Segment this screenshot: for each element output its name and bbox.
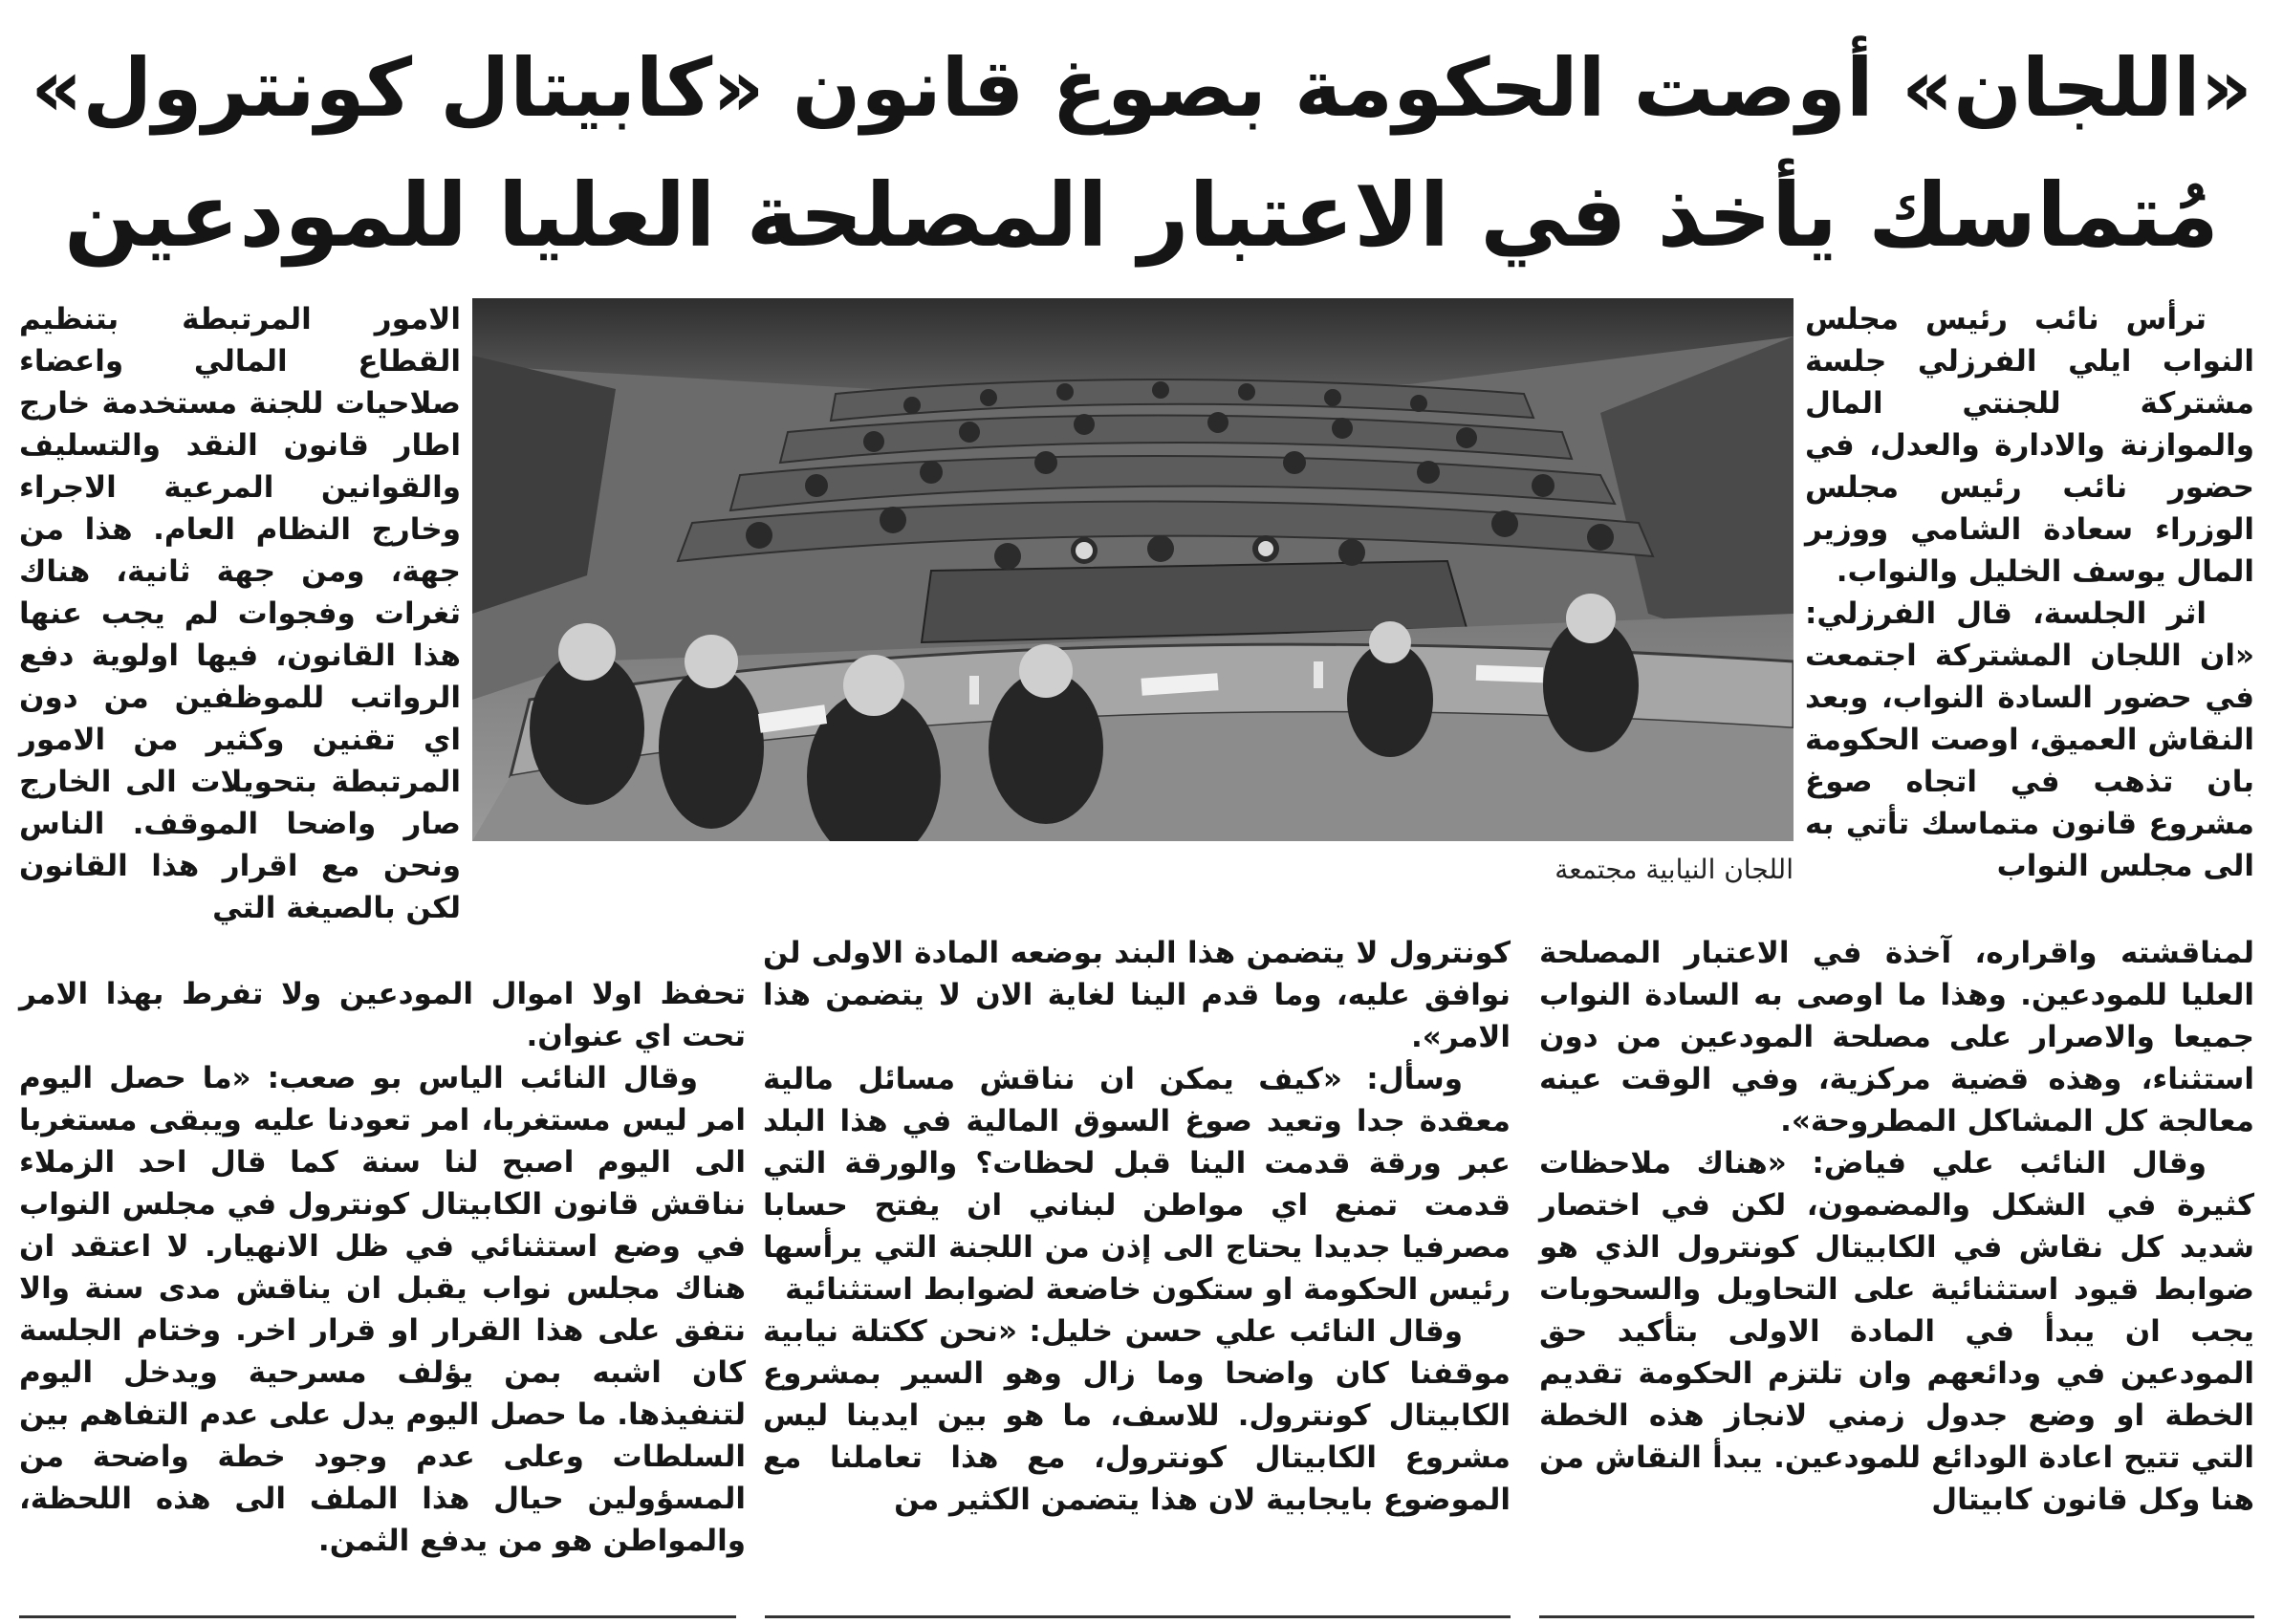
paragraph: اثر الجلسة، قال الفرزلي: «ان اللجان المشتركة اجتمعت في حضور السادة النواب، وبعد النقاش العميق، اوصت الحكومة بان تذهب في اتجاه صوغ مشروع قانون متماسك تأتي به الى مجلس النواب: [1805, 596, 2254, 883]
parliament-hall-image: [472, 298, 1794, 841]
paragraph: كونترول لا يتضمن هذا البند بوضعه المادة الاولى لن نوافق عليه، وما قدم الينا لغاية الان لا يتضمن هذا الامر».: [763, 936, 1511, 1054]
headline-line-2: مُتماسك يأخذ في الاعتبار المصلحة العليا للمودعين: [64, 164, 2219, 267]
bottom-divider-middle: [765, 1615, 1511, 1618]
paragraph: وقال النائب الياس بو صعب: «ما حصل اليوم امر ليس مستغربا، امر تعودنا عليه ويبقى مستغربا الى اليوم اصبح لنا سنة كما قال احد الزملاء نناقش قانون الكابيتال كونترول في مجلس النواب في وضع استثنائي في ظل الانهيار. لا اعتقد ان هناك مجلس نواب يقبل ان يناقش مدى سنة والا نتفق على هذا القرار او قرار اخر. وختام الجلسة كان اشبه بمن يؤلف مسرحية ويدخل اليوم لتنفيذها. ما حصل اليوم يدل على عدم التفاهم بين السلطات وعلى عدم وجود خطة واضحة من المسؤولين حيال هذا الملف الى هذه اللحظة، والمواطن هو من يدفع الثمن.: [19, 1061, 746, 1558]
bottom-divider-left: [19, 1615, 736, 1618]
article-column-left-bottom: [19, 973, 746, 1604]
bottom-divider-right: [1539, 1615, 2254, 1618]
paragraph: ترأس نائب رئيس مجلس النواب ايلي الفرزلي جلسة مشتركة للجنتي المال والموازنة والادارة والعدل، في حضور نائب رئيس مجلس الوزراء سعادة الشامي ووزير المال يوسف الخليل والنواب.: [1805, 302, 2254, 589]
paragraph: وسأل: «كيف يمكن ان نناقش مسائل مالية معقدة جدا وتعيد صوغ السوق المالية في هذا البلد عبر ورقة قدمت الينا قبل لحظات؟ والورقة التي قدمت تمنع اي مواطن لبناني ان يفتح حسابا مصرفيا جديدا يحتاج الى إذن من اللجنة التي يرأسها رئيس الحكومة او ستكون خاضعة لضوابط استثنائية: [763, 1062, 1511, 1307]
paragraph: تحفظ اولا اموال المودعين ولا تفرط بهذا الامر تحت اي عنوان.: [19, 977, 746, 1053]
article-column-middle: [763, 932, 1511, 1601]
paragraph: لمناقشته واقراره، آخذة في الاعتبار المصلحة العليا للمودعين. وهذا ما اوصى به السادة النواب جميعا والاصرار على مصلحة المودعين من دون استثناء، وهذه قضية مركزية، وفي الوقت عينه معالجة كل المشاكل المطروحة».: [1539, 936, 2254, 1138]
photo-caption: اللجان النيابية مجتمعة: [1555, 854, 1794, 885]
article-column-left-top: [19, 298, 461, 967]
paragraph: وقال النائب علي حسن خليل: «نحن ككتلة نيابية موقفنا كان واضحا وما زال وهو السير بمشروع الكابيتال كونترول. للاسف، ما هو بين ايدينا ليس مشروع الكابيتال كونترول، مع هذا تعاملنا مع الموضوع بايجابية لان هذا يتضمن الكثير من: [763, 1314, 1511, 1517]
paragraph: الامور المرتبطة بتنظيم القطاع المالي واعضاء صلاحيات للجنة مستخدمة خارج اطار قانون النقد والتسليف والقوانين المرعية الاجراء وخارج النظام العام. هذا من جهة، ومن جهة ثانية، هناك ثغرات وفجوات لم يجب عنها هذا القانون، فيها اولوية دفع الرواتب للموظفين من دون اي تقنين وكثير من الامور المرتبطة بتحويلات الى الخارج صار واضحا الموقف. الناس ونحن مع اقرار هذا القانون لكن بالصيغة التي: [19, 302, 461, 925]
headline-line-1: «اللجان» أوصت الحكومة بصوغ قانون «كابيتال كونترول»: [31, 41, 2252, 135]
article-column-right-bottom: [1539, 932, 2254, 1601]
paragraph: وقال النائب علي فياض: «هناك ملاحظات كثيرة في الشكل والمضمون، لكن في اختصار شديد كل نقاش في الكابيتال كونترول الذي هو ضوابط قيود استثنائية على التحاويل والسحوبات يجب ان يبدأ في المادة الاولى بتأكيد حق المودعين في ودائعهم وان تلتزم الحكومة تقديم الخطة او وضع جدول زمني لانجاز هذه الخطة التي تتيح اعادة الودائع للمودعين. يبدأ النقاش من هنا وكل قانون كابيتال: [1539, 1146, 2254, 1517]
article-column-right-top: [1805, 298, 2254, 891]
meeting-photo: [472, 298, 1794, 841]
